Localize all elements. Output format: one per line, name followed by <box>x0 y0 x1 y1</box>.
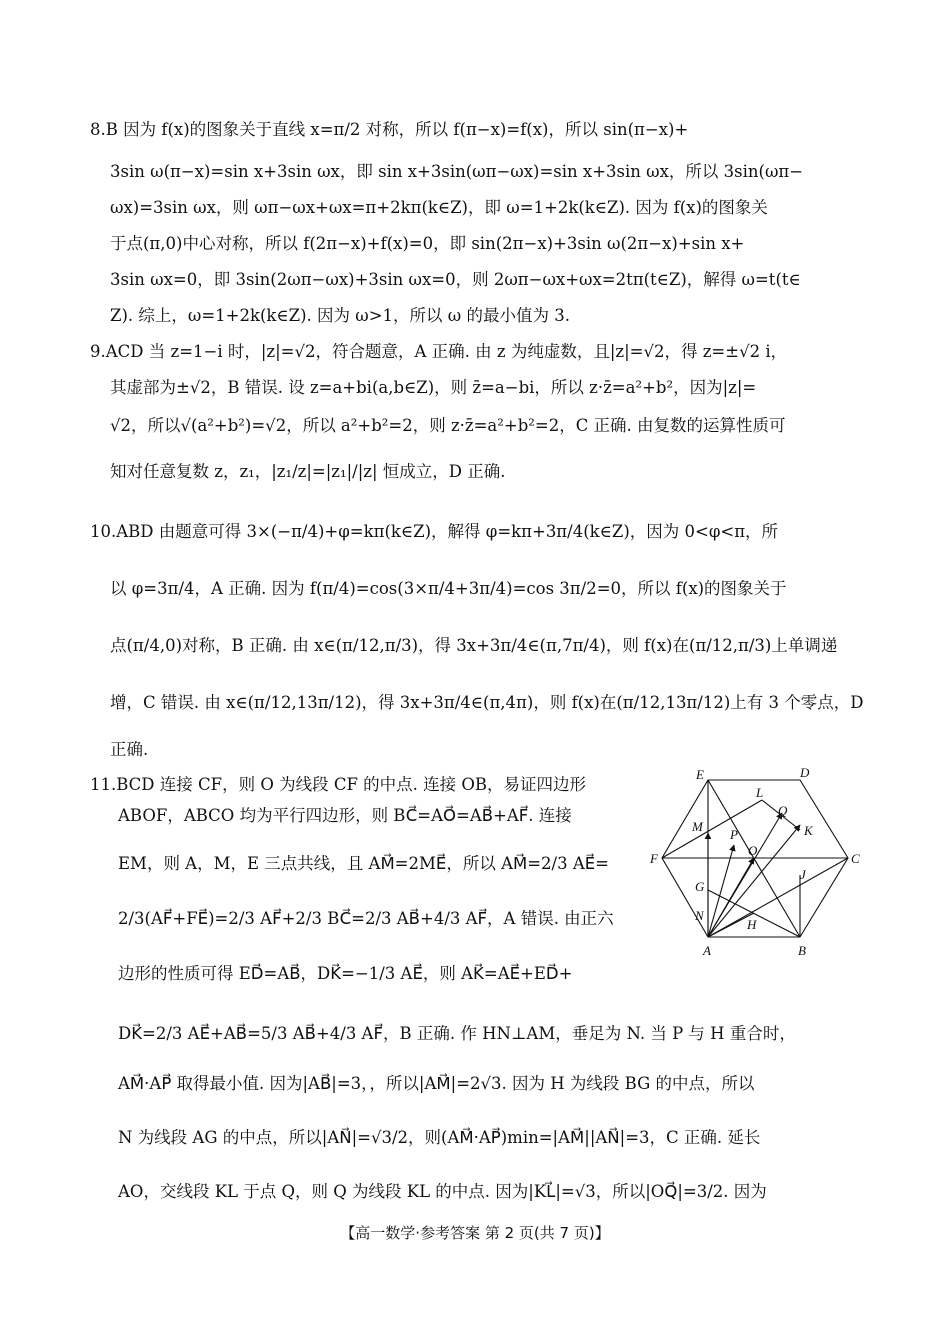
label-F: F <box>650 851 658 866</box>
q8-line-3: ωx)=3sin ωx，则 ωπ−ωx+ωx=π+2kπ(k∈Z)，即 ω=1+2k(k∈Z). 因为 f(x)的图象关 <box>110 198 768 217</box>
label-J: J <box>800 867 806 882</box>
label-C: C <box>851 851 860 866</box>
q11-line-1: 11.BCD 连接 CF，则 O 为线段 CF 的中点. 连接 OB，易证四边形 <box>90 775 587 794</box>
label-H: H <box>747 917 757 932</box>
q10-line-1: 10.ABD 由题意可得 3×(−π/4)+φ=kπ(k∈Z)，解得 φ=kπ+3π/4(k∈Z)，因为 0<φ<π，所 <box>90 522 779 541</box>
vector-AP <box>708 845 734 937</box>
q11-line-8: N 为线段 AG 的中点，所以|AN⃗|=√3/2，则(AM⃗·AP⃗)min=|AM⃗||AN⃗|=3，C 正确. 延长 <box>118 1128 761 1147</box>
q11-line-2: ABOF，ABCO 均为平行四边形，则 BC⃗=AO⃗=AB⃗+AF⃗. 连接 <box>118 806 572 825</box>
q11-line-4: 2/3(AF⃗+FE⃗)=2/3 AF⃗+2/3 BC⃗=2/3 AB⃗+4/3 AF⃗，A 错误. 由正六 <box>118 909 614 928</box>
q8-line-5: 3sin ωx=0，即 3sin(2ωπ−ωx)+3sin ωx=0，则 2ωπ−ωx+ωx=2tπ(t∈Z)，解得 ω=t(t∈ <box>110 270 801 289</box>
vector-AQ <box>708 813 782 937</box>
page-footer: 【高一数学·参考答案 第 2 页(共 7 页)】 <box>340 1224 610 1242</box>
label-Q: Q <box>778 803 788 818</box>
q10-line-4: 增，C 错误. 由 x∈(π/12,13π/12)，得 3x+3π/4∈(π,4π)，则 f(x)在(π/12,13π/12)上有 3 个零点，D <box>110 693 864 712</box>
q11-line-5: 边形的性质可得 ED⃗=AB⃗，DK⃗=−1/3 AE⃗，则 AK⃗=AE⃗+ED⃗+ <box>118 964 573 983</box>
label-G: G <box>695 879 705 894</box>
q11-line-9: AO，交线段 KL 于点 Q，则 Q 为线段 KL 的中点. 因为|KL⃗|=√3，所以|OQ⃗|=3/2. 因为 <box>118 1182 767 1201</box>
label-E: E <box>696 767 704 782</box>
label-L: L <box>756 785 764 800</box>
q11-line-6: DK⃗=2/3 AE⃗+AB⃗=5/3 AB⃗+4/3 AF⃗，B 正确. 作 HN⊥AM，垂足为 N. 当 P 与 H 重合时， <box>118 1024 796 1043</box>
q9-line-3: √2，所以√(a²+b²)=√2，所以 a²+b²=2，则 z·z̄=a²+b²=2，C 正确. 由复数的运算性质可 <box>110 416 786 435</box>
label-O: O <box>748 843 758 858</box>
q11-line-3: EM，则 A，M，E 三点共线，且 AM⃗=2ME⃗，所以 AM⃗=2/3 AE⃗= <box>118 854 610 873</box>
label-B: B <box>798 943 806 958</box>
q8-line-1: 8.B 因为 f(x)的图象关于直线 x=π/2 对称，所以 f(π−x)=f(x)，所以 sin(π−x)+ <box>90 120 689 139</box>
hexagon-figure <box>650 765 865 965</box>
q8-line-4: 于点(π,0)中心对称，所以 f(2π−x)+f(x)=0，即 sin(2π−x)+3sin ω(2π−x)+sin x+ <box>110 234 745 253</box>
q10-line-3: 点(π/4,0)对称，B 正确. 由 x∈(π/12,π/3)，得 3x+3π/4∈(π,7π/4)，则 f(x)在(π/12,π/3)上单调递 <box>110 636 838 655</box>
q11-line-7: AM⃗·AP⃗ 取得最小值. 因为|AB⃗|=3，，所以|AM⃗|=2√3. 因为 H 为线段 BG 的中点，所以 <box>118 1074 755 1093</box>
q8-line-2: 3sin ω(π−x)=sin x+3sin ωx，即 sin x+3sin(ωπ−ωx)=sin x+3sin ωx，所以 3sin(ωπ− <box>110 162 804 181</box>
label-P: P <box>730 827 738 842</box>
label-D: D <box>800 765 810 780</box>
label-K: K <box>804 823 813 838</box>
label-M: M <box>692 819 703 834</box>
q9-line-1: 9.ACD 当 z=1−i 时，|z|=√2，符合题意，A 正确. 由 z 为纯虚数，且|z|=√2，得 z=±√2 i， <box>90 342 788 361</box>
q9-line-4: 知对任意复数 z，z₁，|z₁/z|=|z₁|/|z| 恒成立，D 正确. <box>110 462 506 481</box>
q10-line-2: 以 φ=3π/4，A 正确. 因为 f(π/4)=cos(3×π/4+3π/4)=cos 3π/2=0，所以 f(x)的图象关于 <box>110 579 787 598</box>
label-N: N <box>695 908 704 923</box>
q10-line-5: 正确. <box>110 740 149 759</box>
segment-FL <box>662 800 762 858</box>
label-A: A <box>703 943 711 958</box>
q8-line-6: Z). 综上，ω=1+2k(k∈Z). 因为 ω>1，所以 ω 的最小值为 3. <box>110 306 570 325</box>
q9-line-2: 其虚部为±√2，B 错误. 设 z=a+bi(a,b∈Z)，则 z̄=a−bi，所以 z·z̄=a²+b²，因为|z|= <box>110 378 757 397</box>
